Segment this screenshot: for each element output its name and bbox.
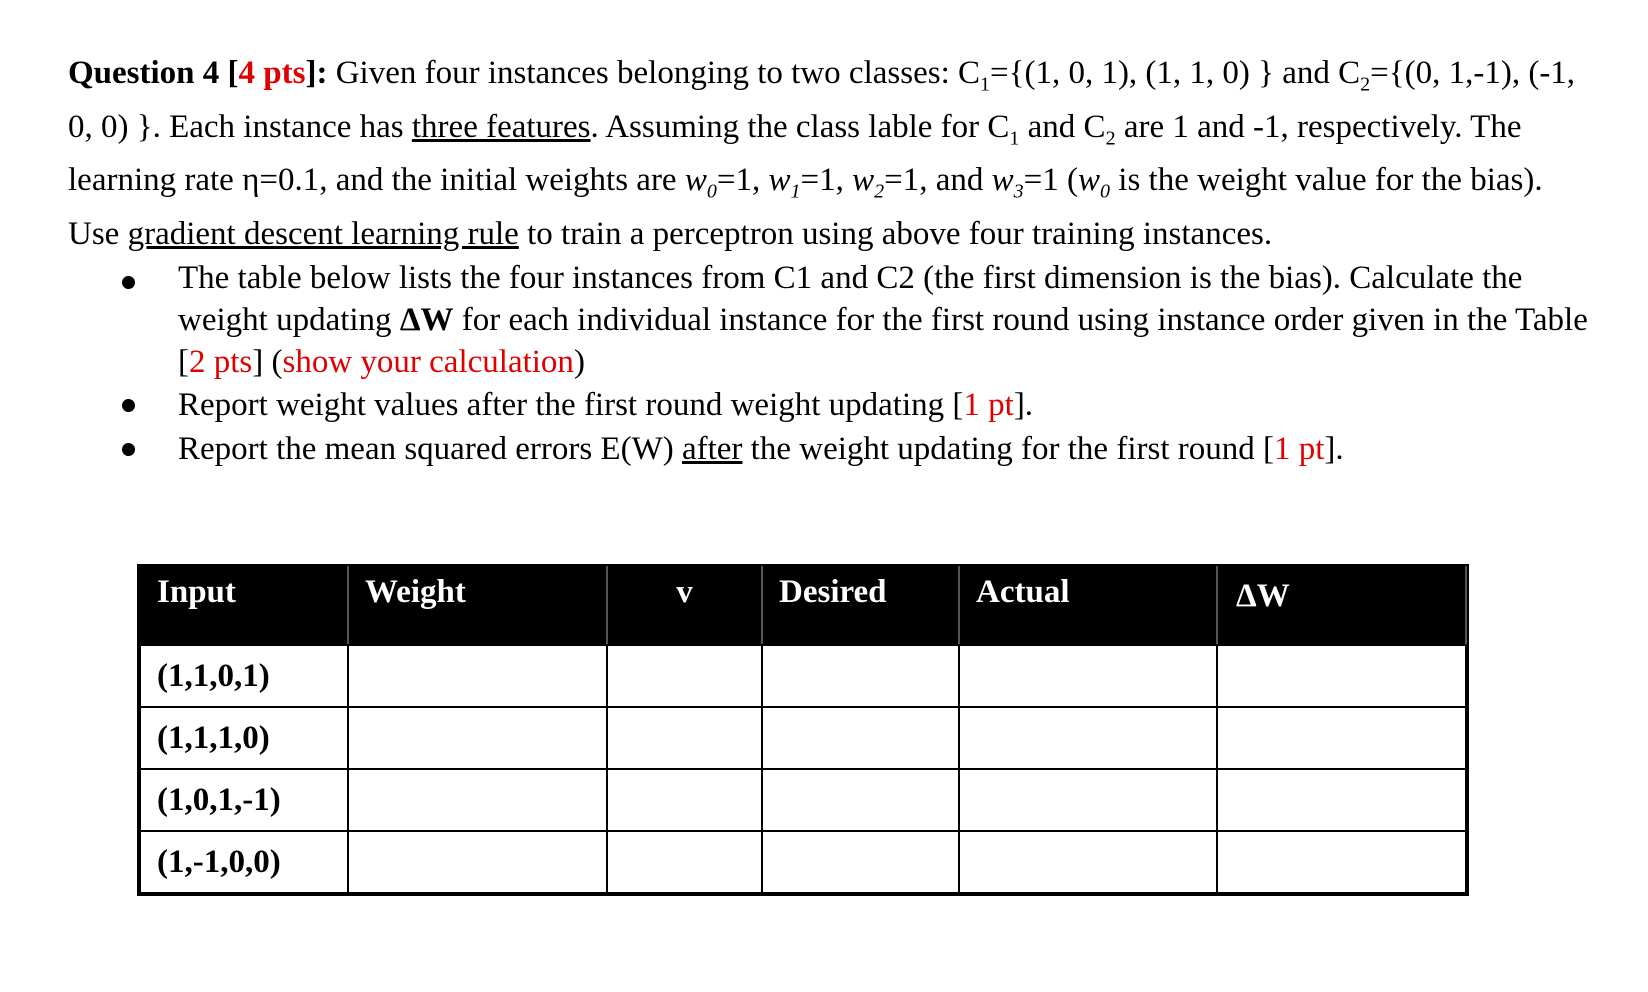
subscript: 3 xyxy=(1013,180,1024,203)
delta-w-cell xyxy=(1217,645,1466,707)
actual-cell xyxy=(959,831,1217,893)
weight-symbol: w xyxy=(1078,162,1101,199)
desired-cell xyxy=(762,707,959,769)
task-text: ]. xyxy=(1324,430,1344,467)
v-cell xyxy=(607,707,762,769)
desired-cell xyxy=(762,831,959,893)
header-actual: Actual xyxy=(959,567,1217,645)
intro-text: and C xyxy=(1019,108,1106,145)
weight-symbol: w xyxy=(684,162,707,199)
input-cell: (1,0,1,-1) xyxy=(140,769,348,831)
task-text: ]. xyxy=(1013,386,1034,423)
table-row xyxy=(140,707,1466,769)
task-points: 2 pts xyxy=(189,343,253,380)
task-text: ] ( xyxy=(252,343,283,380)
question-block xyxy=(68,52,1598,471)
task-text: the weight updating for the first round [ xyxy=(742,430,1274,467)
subscript: 2 xyxy=(874,180,885,203)
weight-cell xyxy=(348,645,607,707)
bullet-icon xyxy=(122,399,135,412)
desired-cell xyxy=(762,769,959,831)
desired-cell xyxy=(762,645,959,707)
subscript: 0 xyxy=(1100,180,1111,203)
weight-symbol: w xyxy=(991,162,1014,199)
intro-text: is the weight value for the bias). Use xyxy=(68,162,1543,252)
bullet-icon xyxy=(122,443,135,456)
task-text: ) xyxy=(573,343,585,380)
task-item xyxy=(68,427,1598,471)
delta-w-bold: ΔW xyxy=(399,301,454,338)
actual-cell xyxy=(959,707,1217,769)
question-points: 4 pts xyxy=(238,55,306,91)
question-title-end: ]: xyxy=(305,55,328,91)
actual-cell xyxy=(959,645,1217,707)
delta-w-cell xyxy=(1217,707,1466,769)
task-text: Report the mean squared errors E(W) xyxy=(178,430,682,467)
gradient-descent-underlined: gradient descent learning rule xyxy=(127,215,519,252)
subscript: 1 xyxy=(980,73,990,96)
delta-w-cell xyxy=(1217,769,1466,831)
weight-cell xyxy=(348,707,607,769)
question-title: Question 4 [ xyxy=(68,55,239,91)
intro-text: ={(0, 1,-1), (-1, 0, 0) }. Each instance has xyxy=(68,55,1576,145)
weight-cell xyxy=(348,769,607,831)
input-cell: (1,1,1,0) xyxy=(140,707,348,769)
intro-text: to train a perceptron using above four training instances. xyxy=(518,215,1273,252)
task-text: for each individual instance for the first round using instance order given in the Table [ xyxy=(178,301,1588,380)
v-cell xyxy=(607,769,762,831)
bullet-icon xyxy=(122,276,135,289)
question-paragraph xyxy=(68,52,1598,255)
task-points: 1 pt xyxy=(963,386,1014,423)
subscript: 1 xyxy=(790,180,801,203)
header-desired: Desired xyxy=(762,567,959,645)
intro-text: are 1 and -1, respectively. The learning rate η=0.1, and the initial weights are xyxy=(68,108,1522,199)
task-item xyxy=(68,383,1598,427)
weight-symbol: w xyxy=(768,162,791,199)
input-cell: (1,1,0,1) xyxy=(140,645,348,707)
subscript: 0 xyxy=(706,180,717,203)
task-points: 1 pt xyxy=(1273,430,1325,467)
after-underlined: after xyxy=(681,430,743,467)
header-input: Input xyxy=(140,567,348,645)
subscript: 1 xyxy=(1009,127,1020,150)
table-row xyxy=(140,645,1466,707)
weight-value: =1, xyxy=(800,162,853,199)
training-table xyxy=(139,566,1467,894)
task-text: The table below lists the four instances from C1 and C2 (the first dimension is the bias). Calculate the weight updating xyxy=(178,259,1523,338)
v-cell xyxy=(607,831,762,893)
table-row xyxy=(140,769,1466,831)
actual-cell xyxy=(959,769,1217,831)
weight-value: =1 ( xyxy=(1023,162,1079,199)
weight-value: =1, and xyxy=(884,162,992,199)
task-list xyxy=(68,257,1598,471)
header-v: v xyxy=(607,567,762,645)
input-cell: (1,-1,0,0) xyxy=(140,831,348,893)
intro-text: Given four instances belonging to two classes: C xyxy=(327,55,980,91)
task-item xyxy=(68,257,1598,383)
show-calculation: show your calculation xyxy=(282,343,574,380)
weight-value: =1, xyxy=(716,162,769,199)
table-header-row xyxy=(140,567,1466,645)
task-text: Report weight values after the first round weight updating [ xyxy=(178,386,964,423)
weight-cell xyxy=(348,831,607,893)
subscript: 2 xyxy=(1105,127,1116,150)
table-row xyxy=(140,831,1466,893)
header-weight: Weight xyxy=(348,567,607,645)
header-delta-w: ΔW xyxy=(1217,567,1466,645)
weight-symbol: w xyxy=(852,162,875,199)
v-cell xyxy=(607,645,762,707)
intro-text: ={(1, 0, 1), (1, 1, 0) } and C xyxy=(990,55,1361,91)
three-features-underlined: three features xyxy=(411,108,591,145)
subscript: 2 xyxy=(1360,73,1371,96)
delta-w-cell xyxy=(1217,831,1466,893)
intro-text: . Assuming the class lable for C xyxy=(590,108,1010,145)
